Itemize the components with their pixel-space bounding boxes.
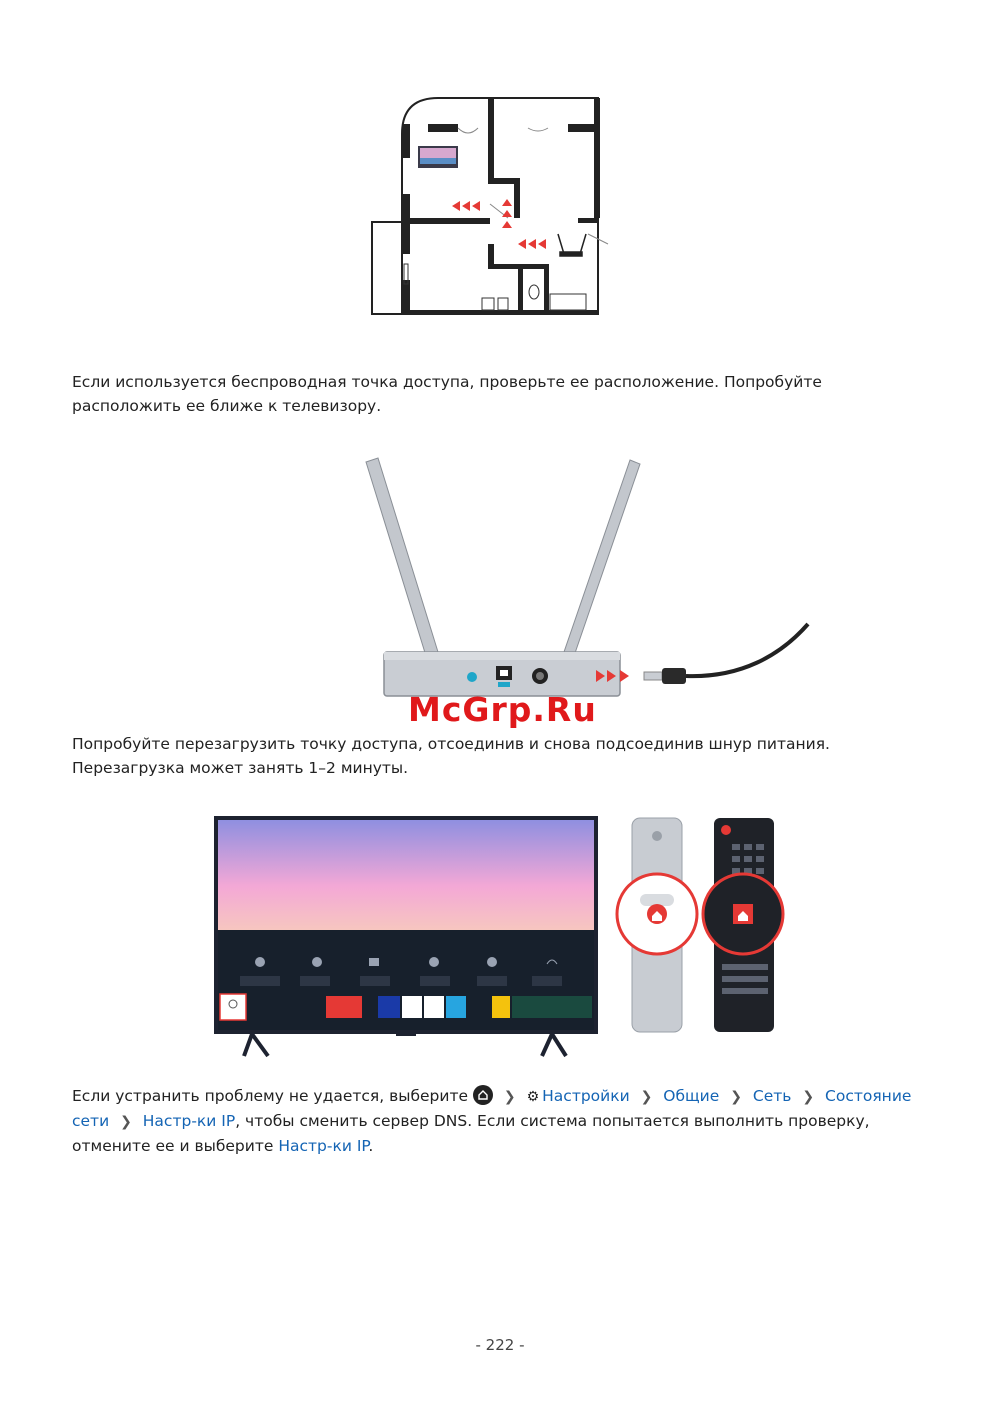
page-number: - 222 - [475,1336,525,1354]
paragraph-ap-location-text: Если используется беспроводная точка доступа, проверьте ее расположение. Попробуйте расположить ее ближе к телевизору. [72,373,822,415]
paragraph-dns-tail: , чтобы сменить сервер DNS. Если система попытается выполнить проверку, отмените ее и выберите [72,1112,870,1155]
chevron-right-icon: ❯ [120,1114,132,1130]
watermark: McGrp.Ru [408,690,597,729]
paragraph-restart-ap-text: Попробуйте перезагрузить точку доступа, отсоединив и снова подсоединив шнур питания. Перезагрузка может занять 1–2 минуты. [72,735,830,777]
path-network-link[interactable]: Сеть [752,1087,792,1105]
paragraph-dns-instructions [72,1084,932,1158]
paragraph-ap-location [72,370,932,418]
chevron-right-icon: ❯ [640,1089,653,1105]
chevron-right-icon: ❯ [503,1089,516,1105]
home-icon [473,1085,493,1105]
tv-and-remotes-illustration [212,814,792,1058]
chevron-right-icon: ❯ [730,1089,742,1105]
router-illustration [360,456,812,702]
paragraph-restart-ap [72,732,932,780]
chevron-right-icon: ❯ [802,1089,815,1105]
path-network-status-link[interactable]: Состояние сети [72,1087,912,1130]
paragraph-dns-lead: Если устранить проблему не удается, выберите [72,1087,469,1105]
paragraph-dns-end: . [368,1137,374,1155]
gear-icon: ⚙ [526,1089,540,1105]
path-ip-settings-link[interactable]: Настр-ки IP [142,1112,236,1130]
floor-plan-illustration [368,94,620,318]
path-settings-link[interactable]: Настройки [542,1087,630,1105]
ip-settings-final-link[interactable]: Настр-ки IP [278,1137,369,1155]
path-general-link[interactable]: Общие [663,1087,720,1105]
